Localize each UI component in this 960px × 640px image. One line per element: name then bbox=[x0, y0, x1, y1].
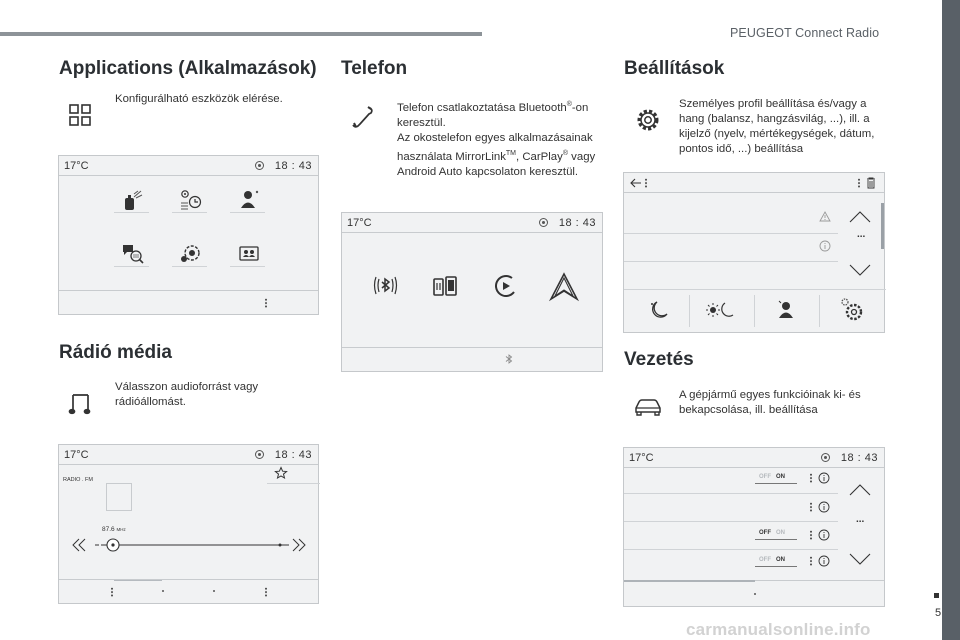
info-icon[interactable] bbox=[818, 529, 830, 541]
trash-icon[interactable] bbox=[866, 177, 876, 189]
tab-indicator bbox=[624, 580, 755, 582]
scrollbar-thumb[interactable] bbox=[881, 203, 884, 249]
tile-divider bbox=[114, 266, 149, 267]
toggle-track bbox=[755, 483, 797, 484]
contacts-card-icon[interactable] bbox=[239, 245, 261, 263]
apps-grid-icon bbox=[69, 104, 91, 126]
page-dot bbox=[754, 593, 756, 595]
scroll-down-button[interactable] bbox=[849, 553, 871, 565]
menu-button[interactable] bbox=[111, 587, 113, 597]
settings-screen bbox=[623, 172, 885, 333]
applications-title: Applications (Alkalmazások) bbox=[59, 58, 317, 79]
music-note-icon bbox=[69, 392, 91, 416]
phone-handset-icon bbox=[352, 106, 374, 130]
list-row-divider bbox=[624, 261, 838, 262]
connected-apps-icon[interactable] bbox=[122, 189, 144, 211]
telefon-description: Telefon csatlakoztatása Bluetooth®-on keresztül. Az okostelefon egyes alkalmazásainak használata MirrorLink™, CarPlay® vagy Android Auto kapcsolaton keresztül. bbox=[397, 101, 596, 178]
clock: 18 : 43 bbox=[274, 160, 312, 172]
tab-divider bbox=[689, 295, 690, 327]
frequency-slider[interactable] bbox=[71, 537, 311, 553]
clock: 18 : 43 bbox=[558, 217, 596, 229]
radio-media-description: Válasszon audioforrást vagy rádióállomást. bbox=[115, 381, 259, 408]
row-options-button[interactable] bbox=[810, 556, 812, 566]
scroll-up-button[interactable] bbox=[849, 211, 871, 223]
beallitasok-description: Személyes profil beállítása és/vagy a hang (balansz, hangzásvilág, ...), ill. a kijelző (nyelv, mértékegységek, dátum, pontos idő, ...) beállítása bbox=[679, 98, 875, 155]
list-row-divider bbox=[624, 493, 838, 494]
user-profile-icon[interactable] bbox=[239, 189, 261, 211]
row-options-button[interactable] bbox=[810, 473, 812, 483]
radio-media-title: Rádió média bbox=[59, 342, 172, 363]
tab-divider bbox=[819, 295, 820, 327]
profile-icon[interactable] bbox=[776, 300, 796, 320]
row-divider bbox=[267, 483, 320, 484]
status-bar bbox=[624, 448, 884, 468]
tile-divider bbox=[172, 212, 207, 213]
trip-computer-icon[interactable] bbox=[179, 189, 203, 211]
settings-cog-icon[interactable] bbox=[180, 243, 202, 265]
vezetes-description: A gépjármű egyes funkcióinak ki- és bekapcsolása, ill. beállítása bbox=[679, 389, 861, 416]
settings-top-bar bbox=[624, 173, 884, 193]
tile-divider bbox=[172, 266, 207, 267]
more-indicator: ... bbox=[856, 514, 865, 525]
system-settings-icon[interactable] bbox=[840, 298, 864, 322]
status-bar bbox=[342, 213, 602, 233]
row-options-button[interactable] bbox=[810, 530, 812, 540]
toggle-track bbox=[755, 566, 797, 567]
status-bar bbox=[59, 156, 318, 176]
list-row-divider bbox=[624, 233, 838, 234]
status-bar bbox=[59, 445, 318, 465]
list-row-divider bbox=[624, 289, 886, 290]
settings-gear-icon bbox=[634, 106, 662, 134]
list-row-divider bbox=[624, 549, 838, 550]
telefon-title: Telefon bbox=[341, 58, 408, 79]
page-number: 5 bbox=[935, 607, 941, 619]
gps-icon bbox=[255, 450, 264, 459]
toggle-track bbox=[755, 539, 797, 540]
info-icon[interactable] bbox=[818, 555, 830, 567]
car-icon bbox=[633, 398, 663, 418]
toggle-row-3[interactable]: OFF ON bbox=[759, 530, 786, 536]
clock: 18 : 43 bbox=[840, 452, 878, 464]
radio-screen bbox=[58, 444, 319, 604]
list-row-divider bbox=[624, 521, 838, 522]
right-sidebar bbox=[942, 0, 960, 640]
android-auto-icon[interactable] bbox=[549, 272, 579, 302]
station-logo-placeholder bbox=[106, 483, 132, 511]
scroll-down-button[interactable] bbox=[849, 264, 871, 276]
toggle-row-1[interactable]: OFF ON bbox=[759, 474, 786, 480]
carplay-icon[interactable] bbox=[492, 274, 520, 302]
back-arrow-icon[interactable] bbox=[629, 178, 643, 188]
bottom-bar bbox=[59, 579, 318, 603]
info-icon[interactable] bbox=[818, 501, 830, 513]
info-icon[interactable] bbox=[818, 472, 830, 484]
bluetooth-phone-icon[interactable] bbox=[372, 274, 402, 302]
brightness-mode-icon[interactable] bbox=[706, 301, 734, 319]
more-options-button[interactable] bbox=[858, 178, 860, 188]
top-rule bbox=[0, 32, 482, 36]
night-mode-icon[interactable] bbox=[648, 301, 668, 319]
page-marker-dot bbox=[934, 593, 939, 598]
more-options-button[interactable] bbox=[265, 298, 267, 308]
header-title: PEUGEOT Connect Radio bbox=[730, 26, 880, 40]
gps-icon bbox=[821, 453, 830, 462]
temperature: 17°C bbox=[629, 452, 654, 464]
gps-icon bbox=[539, 218, 548, 227]
temperature: 17°C bbox=[347, 217, 372, 229]
gps-icon bbox=[255, 161, 264, 170]
tile-divider bbox=[230, 266, 265, 267]
page-dot bbox=[162, 590, 164, 592]
applications-screen bbox=[58, 155, 319, 315]
more-indicator: ... bbox=[857, 229, 866, 240]
more-options-button[interactable] bbox=[265, 587, 267, 597]
row-options-button[interactable] bbox=[810, 502, 812, 512]
page-dot bbox=[213, 590, 215, 592]
vezetes-title: Vezetés bbox=[624, 349, 694, 370]
telefon-screen bbox=[341, 212, 603, 372]
frequency-display: 87.6 MHz bbox=[102, 526, 126, 533]
bottom-bar bbox=[59, 290, 318, 314]
bottom-bar bbox=[342, 347, 602, 371]
tile-divider bbox=[114, 212, 149, 213]
radio-band: RADIO . FM bbox=[63, 477, 93, 483]
beallitasok-title: Beállítások bbox=[624, 58, 725, 79]
tile-divider bbox=[230, 212, 265, 213]
bottom-bar bbox=[624, 580, 884, 606]
info-icon bbox=[819, 240, 831, 252]
clock: 18 : 43 bbox=[274, 449, 312, 461]
seek-back-button[interactable] bbox=[73, 539, 85, 551]
temperature: 17°C bbox=[64, 449, 89, 461]
temperature: 17°C bbox=[64, 160, 89, 172]
applications-description: Konfigurálható eszközök elérése. bbox=[115, 93, 283, 105]
driving-screen bbox=[623, 447, 885, 607]
scroll-up-button[interactable] bbox=[849, 484, 871, 496]
mirrorlink-icon[interactable] bbox=[432, 274, 460, 302]
messages-search-icon[interactable] bbox=[121, 243, 145, 265]
watermark: carmanualsonline.info bbox=[686, 620, 871, 639]
seek-forward-button[interactable] bbox=[293, 539, 305, 551]
favorite-star-icon[interactable] bbox=[275, 467, 287, 479]
tab-divider bbox=[754, 295, 755, 327]
toggle-row-4[interactable]: OFF ON bbox=[759, 557, 786, 563]
bluetooth-status-icon bbox=[504, 353, 514, 365]
warning-icon bbox=[819, 211, 831, 222]
menu-button[interactable] bbox=[645, 178, 647, 188]
